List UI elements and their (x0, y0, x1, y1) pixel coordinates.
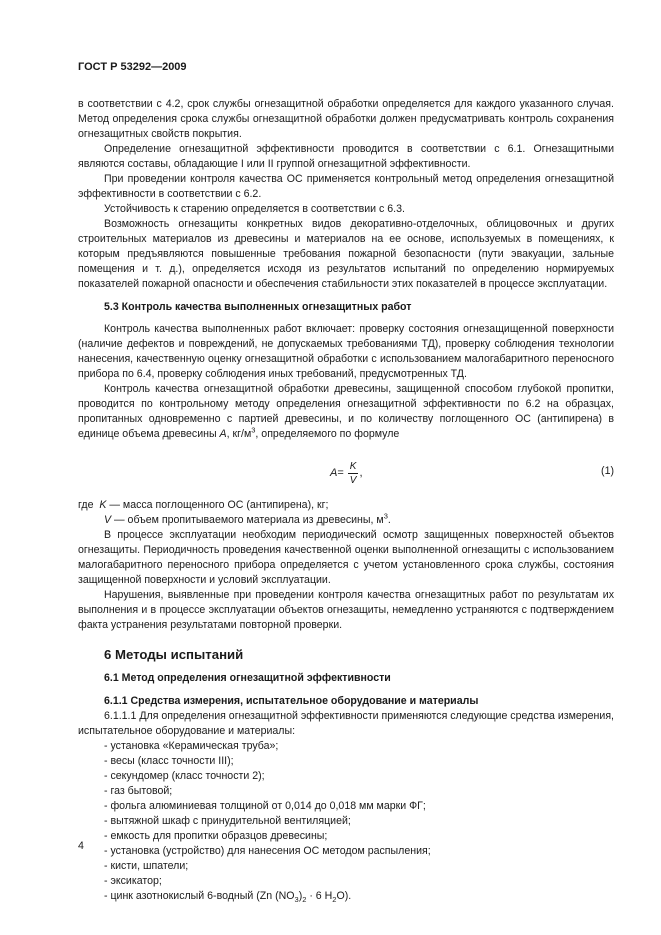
section-heading-6-1-1: 6.1.1 Средства измерения, испытательное оборудование и материалы (104, 695, 479, 707)
list-item: - секундомер (класс точности 2); (104, 770, 265, 782)
legend-row-v: V — объем пропитываемого материала из древесины, $м^3$. (104, 511, 391, 526)
formula-expression (330, 460, 363, 487)
list-item: - фольга алюминиевая толщиной от 0,014 до 0,018 мм марки ФГ; (104, 800, 426, 812)
list-item: - газ бытовой; (104, 785, 173, 797)
list-item: - вытяжной шкаф с принудительной вентиляцией; (104, 815, 351, 827)
document-header: ГОСТ Р 53292—2009 (78, 61, 187, 73)
formula-equals: = (337, 467, 344, 479)
list-item: - емкость для пропитки образцов древесины; (104, 830, 328, 842)
formula-numerator: K (349, 461, 357, 472)
paragraph: Устойчивость к старению определяется в соответствии с 6.3. (104, 203, 405, 215)
page-number: 4 (78, 840, 84, 852)
formula-tail: , (359, 467, 363, 479)
formula-lhs: A (330, 467, 338, 479)
section-heading-6: 6 Методы испытаний (104, 647, 244, 662)
list-item: - установка «Керамическая труба»; (104, 740, 279, 752)
paragraph: Определение огнезащитной эффективности проводится в соответствии с 6.1. Огнезащитными являются составы, обладающие I или II группой огнезащитной эффективности. (78, 143, 614, 170)
paragraph: Нарушения, выявленные при проведении контроля качества огнезащитных работ по результатам их выполнения и в процессе эксплуатации объектов огнезащиты, немедленно устраняются с подтверждением факта устранения результатами повторной проверки. (78, 589, 614, 631)
legend-row-k: где K — масса поглощенного ОС (антипирена), кг; (78, 499, 329, 511)
list-item: - весы (класс точности III); (104, 755, 234, 767)
formula-number: (1) (601, 465, 614, 477)
equipment-list (78, 739, 614, 904)
list-item: - цинк азотнокислый 6-водный (Zn $(NO_3)_2 \cdot 6$ $H_2O$). (104, 890, 352, 905)
paragraph: При проведении контроля качества ОС применяется контрольный метод определения огнезащитной эффективности в соответствии с 6.2. (78, 173, 614, 200)
section-heading-5-3: 5.3 Контроль качества выполненных огнезащитных работ (104, 301, 412, 313)
formula-denominator: V (349, 475, 357, 486)
paragraph: Возможность огнезащиты конкретных видов декоративно-отделочных, облицовочных и других строительных материалов из древесины и материалов на ее основе, используемых в помещениях, к которым предъявляются повышенные требования пожарной безопасности (пути эвакуации, зальные помещения и т. д.), определяется исходя из результатов испытаний по определению нормируемых показателей пожарной опасности и обеспечения стабильности этих показателей в процессе эксплуатации. (78, 218, 614, 290)
paragraph: В процессе эксплуатации необходим периодический осмотр защищенных поверхностей объектов огнезащиты. Периодичность проведения качественной оценки выполненной огнезащиты с использованием малогабаритного переносного прибора определяется с учетом установленного срока службы, состояния защищенной поверхности и условий эксплуатации. (78, 529, 614, 586)
formula-block (78, 448, 614, 494)
paragraph: Контроль качества огнезащитной обработки древесины, защищенной способом глубокой пропитки, проводится по контрольному методу определения огнезащитной эффективности по 6.2 на образцах, пропитанных одновременно с партией древесины, и по количеству поглощенного ОС (антипирена) в единице объема древесины A, $кг/м^3$, определяемого по формуле (78, 383, 614, 440)
section-heading-6-1: 6.1 Метод определения огнезащитной эффективности (104, 672, 391, 684)
variable-a: A (219, 428, 227, 440)
formula-fraction (348, 460, 359, 487)
paragraph: в соответствии с 4.2, срок службы огнезащитной обработки определяется для каждого указанного случая. Метод определения срока службы огнезащитной обработки должен предусматривать контроль сохранения огнезащитных свойств покрытия. (78, 98, 614, 140)
document-body (78, 97, 614, 904)
paragraph: Контроль качества выполненных работ включает: проверку состояния огнезащищенной поверхности (наличие дефектов и повреждений, не допускаемых требованиями ТД), проверку соблюдения технологии нанесения, качественную оценку огнезащитной обработки с использованием малогабаритного переносного прибора по 6.4, проверку соблюдения иных требований, предусмотренных ТД. (78, 323, 614, 380)
list-item: - эксикатор; (104, 875, 162, 887)
list-item: - кисти, шпатели; (104, 860, 189, 872)
formula-legend (78, 498, 614, 528)
list-item: - установка (устройство) для нанесения ОС методом распыления; (104, 845, 431, 857)
paragraph: 6.1.1.1 Для определения огнезащитной эффективности применяются следующие средства измерения, испытательное оборудование и материалы: (78, 710, 614, 737)
